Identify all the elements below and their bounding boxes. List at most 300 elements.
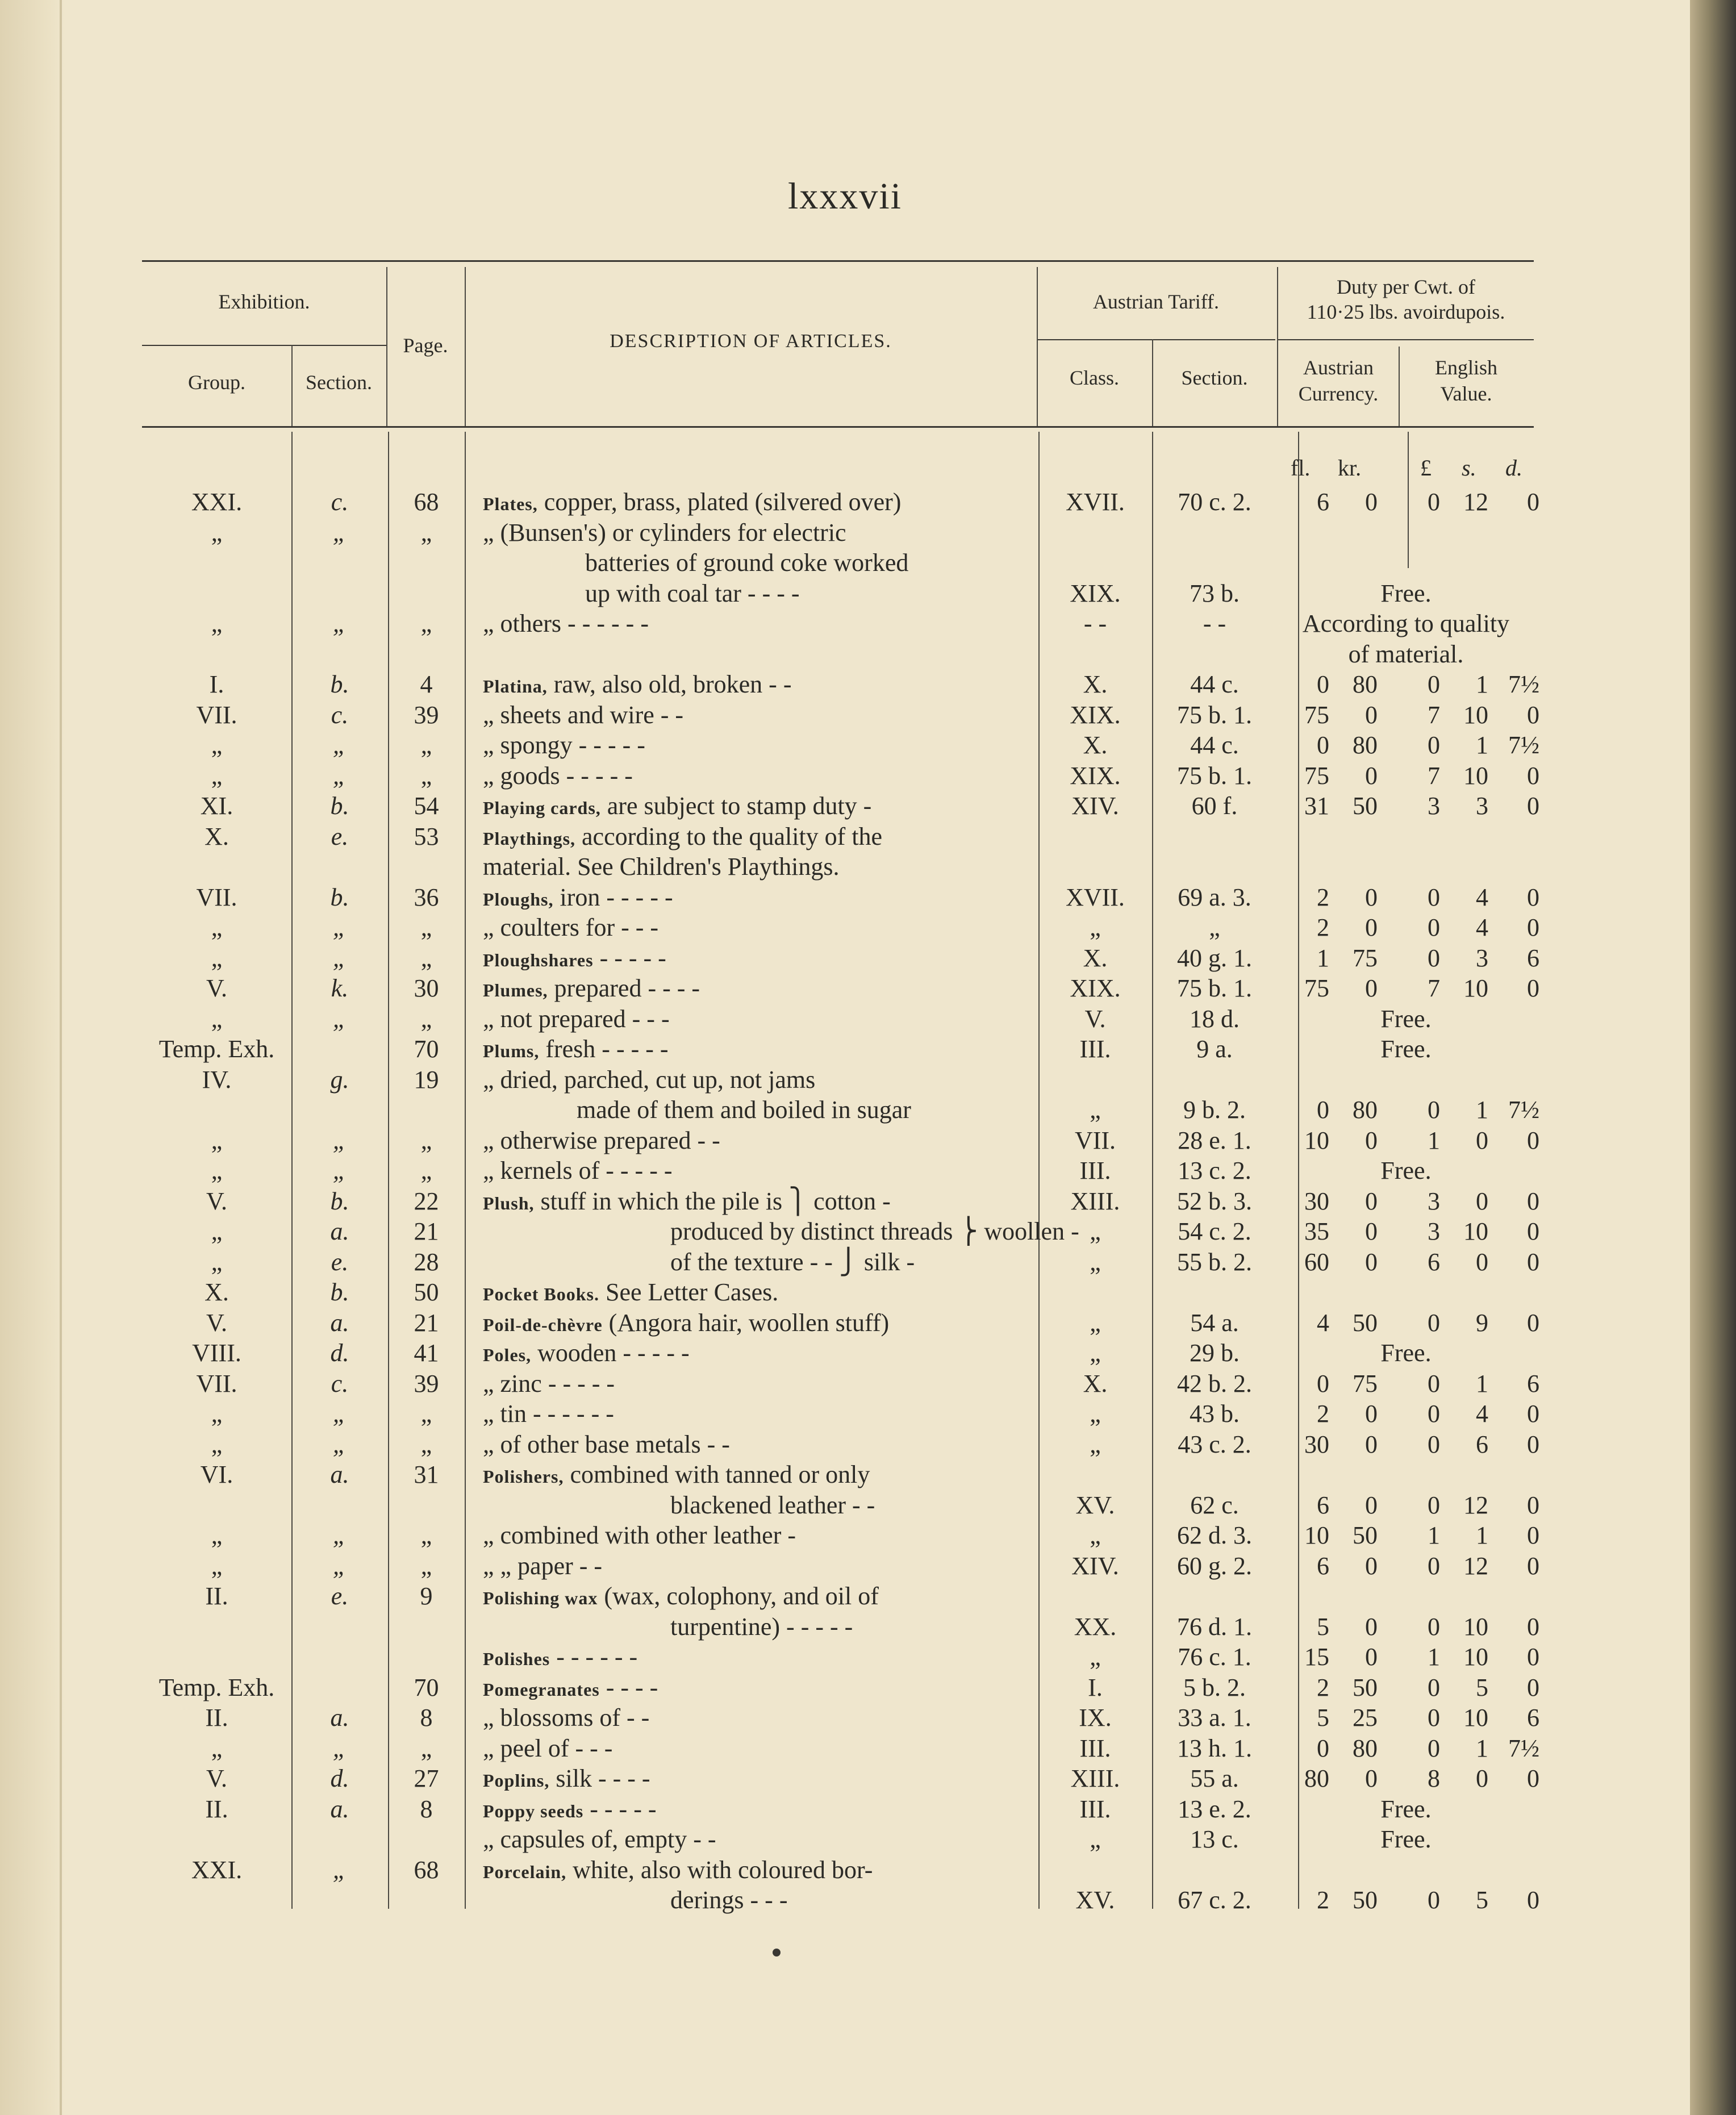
article-name: Poil-de-chèvre <box>483 1314 603 1335</box>
cell-tsec: 75 b. 1. <box>1177 974 1252 1002</box>
article-description: „ kernels of - - - - - <box>483 1157 673 1184</box>
cell-section: e. <box>331 822 349 850</box>
cell-duty: According to quality <box>1302 610 1510 637</box>
cell-l: 0 <box>1428 1551 1440 1580</box>
cell-section: „ <box>332 731 347 759</box>
header-duty-line1: Duty per Cwt. of <box>1337 276 1475 298</box>
cell-section: „ <box>332 1157 347 1184</box>
cell-group: „ <box>211 1430 223 1458</box>
cell-s: 12 <box>1463 1551 1488 1580</box>
article-description: wooden - - - - - <box>537 1339 690 1367</box>
cell-description <box>483 852 840 882</box>
cell-fl: 60 <box>1304 1248 1329 1276</box>
header-english-value-1: English <box>1434 356 1497 379</box>
article-description: derings - - - <box>670 1886 788 1914</box>
cell-description <box>483 609 649 639</box>
cell-page: 28 <box>414 1248 439 1276</box>
cell-group: „ <box>211 731 223 759</box>
cell-page: 68 <box>414 488 439 516</box>
cell-tsec: 13 c. <box>1190 1825 1239 1853</box>
cell-description <box>483 761 633 791</box>
article-name: Plumes, <box>483 980 548 1000</box>
cell-d: 0 <box>1527 1217 1539 1245</box>
cell-cls: VII. <box>1074 1126 1116 1154</box>
cell-section: b. <box>330 1278 349 1306</box>
cell-kr: 0 <box>1365 974 1378 1002</box>
cell-page: 30 <box>414 974 439 1002</box>
cell-description <box>483 1764 650 1795</box>
cell-tsec: 13 e. 2. <box>1178 1795 1251 1823</box>
cell-page: „ <box>420 944 432 972</box>
cell-l: 0 <box>1428 1734 1440 1762</box>
cell-kr: 0 <box>1365 1248 1378 1276</box>
cell-group: VII. <box>196 883 237 911</box>
article-description: „ not prepared - - - <box>483 1004 670 1033</box>
cell-tsec: 75 b. 1. <box>1177 761 1252 790</box>
cell-d: 0 <box>1527 1764 1539 1792</box>
cell-cls: XVII. <box>1066 883 1125 911</box>
article-description: - - - - - <box>590 1795 657 1823</box>
cell-s: 5 <box>1476 1886 1488 1914</box>
cell-cls: XIV. <box>1071 792 1119 820</box>
cell-tsec: - - <box>1203 610 1226 637</box>
cell-tsec: 54 c. 2. <box>1178 1217 1251 1245</box>
cell-fl: 6 <box>1317 1551 1329 1580</box>
cell-description <box>483 1795 657 1826</box>
cell-description <box>483 1673 658 1704</box>
cell-page: 70 <box>414 1673 439 1701</box>
article-description: „ sheets and wire - - <box>483 700 684 729</box>
cell-kr: 0 <box>1365 883 1378 911</box>
cell-l: 1 <box>1428 1126 1440 1154</box>
header-austrian-tariff: Austrian Tariff. <box>1092 290 1220 313</box>
cell-d: 0 <box>1527 1430 1539 1458</box>
article-description: prepared - - - - <box>554 974 700 1002</box>
cell-group: VI. <box>200 1461 233 1488</box>
cell-group: V. <box>206 1308 228 1337</box>
cell-d: 7½ <box>1508 1096 1539 1124</box>
cell-description <box>577 1095 911 1125</box>
cell-fl: 35 <box>1304 1217 1329 1245</box>
cell-d: 7½ <box>1508 731 1539 759</box>
cell-kr: 50 <box>1353 792 1378 820</box>
cell-s: 0 <box>1476 1126 1488 1154</box>
cell-l: 0 <box>1428 731 1440 759</box>
cell-tsec: 44 c. <box>1190 731 1239 759</box>
cell-fl: 15 <box>1304 1643 1329 1671</box>
cell-page: 21 <box>414 1217 439 1245</box>
cell-cls: III. <box>1079 1035 1111 1063</box>
cell-group: „ <box>211 1157 223 1184</box>
cell-description <box>483 1855 873 1887</box>
cell-section: d. <box>330 1339 349 1367</box>
cell-d: 0 <box>1527 883 1539 911</box>
cell-description <box>483 700 683 730</box>
cell-d: 0 <box>1527 1491 1539 1519</box>
article-description: raw, also old, broken - - <box>553 670 792 698</box>
unit-shilling: s. <box>1462 455 1476 481</box>
cell-section: d. <box>330 1764 349 1792</box>
cell-tsec: 42 b. 2. <box>1177 1369 1252 1398</box>
article-description: - - - - <box>606 1673 658 1701</box>
header-section: Section. <box>306 371 372 394</box>
cell-kr: 80 <box>1353 1734 1378 1762</box>
cell-cls: „ <box>1090 913 1101 941</box>
cell-section: „ <box>332 944 347 972</box>
cell-l: 0 <box>1428 1673 1440 1701</box>
article-description: See Letter Cases. <box>606 1278 779 1306</box>
cell-fl: 2 <box>1317 1400 1329 1428</box>
cell-group: VII. <box>196 700 237 729</box>
article-description: „ spongy - - - - - <box>483 731 645 759</box>
cell-l: 7 <box>1428 700 1440 729</box>
cell-page: „ <box>420 1004 432 1033</box>
header-description: DESCRIPTION OF ARTICLES. <box>610 331 892 352</box>
cell-description <box>483 518 846 548</box>
cell-kr: 0 <box>1365 1430 1378 1458</box>
cell-page: 41 <box>414 1339 439 1367</box>
cell-group: V. <box>206 1187 228 1215</box>
cell-cls: „ <box>1090 1825 1101 1853</box>
cell-page: 8 <box>420 1704 433 1732</box>
cell-cls: V. <box>1084 1004 1106 1033</box>
article-name: Ploughs, <box>483 888 554 910</box>
cell-group: „ <box>211 1217 223 1245</box>
cell-s: 4 <box>1476 883 1488 911</box>
cell-description <box>483 974 700 1005</box>
cell-group: X. <box>205 1278 229 1306</box>
article-description: „ peel of - - - <box>483 1734 613 1762</box>
cell-tsec: 62 d. 3. <box>1177 1521 1252 1549</box>
cell-duty: Free. <box>1380 1825 1432 1853</box>
cell-group: „ <box>211 1004 223 1033</box>
cell-description <box>483 1065 815 1095</box>
cell-s: 1 <box>1476 1521 1488 1549</box>
cell-d: 0 <box>1527 1521 1539 1549</box>
cell-page: 21 <box>414 1308 439 1337</box>
cell-fl: 4 <box>1317 1308 1329 1337</box>
cell-section: „ <box>332 1004 347 1033</box>
cell-tsec: 28 e. 1. <box>1178 1126 1251 1154</box>
cell-s: 4 <box>1476 1400 1488 1428</box>
cell-cls: XX. <box>1074 1612 1117 1641</box>
cell-group: V. <box>206 1764 228 1792</box>
article-description: stuff in which the pile is ⎫ cotton - <box>540 1187 891 1215</box>
cell-fl: 2 <box>1317 883 1329 911</box>
cell-l: 7 <box>1428 974 1440 1002</box>
article-description: „ combined with other leather - <box>483 1521 796 1549</box>
cell-cls: XIX. <box>1070 700 1121 729</box>
cell-fl: 1 <box>1317 944 1329 972</box>
cell-section: „ <box>332 610 347 637</box>
cell-cls: III. <box>1079 1157 1111 1184</box>
cell-kr: 0 <box>1365 1643 1378 1671</box>
cell-kr: 0 <box>1365 488 1378 516</box>
cell-s: 1 <box>1476 731 1488 759</box>
cell-d: 7½ <box>1508 670 1539 698</box>
cell-section: „ <box>332 1126 347 1154</box>
cell-group: „ <box>211 610 223 637</box>
cell-description <box>483 822 882 853</box>
cell-cls: I. <box>1088 1673 1103 1701</box>
cell-description <box>670 1491 875 1520</box>
cell-fl: 5 <box>1317 1704 1329 1732</box>
article-description: „ of other base metals - - <box>483 1430 730 1458</box>
article-description: „ (Bunsen's) or cylinders for electric <box>483 518 846 547</box>
cell-l: 0 <box>1428 913 1440 941</box>
cell-group: Temp. Exh. <box>158 1673 275 1701</box>
cell-d: 0 <box>1527 1886 1539 1914</box>
header-group: Group. <box>188 371 245 394</box>
cell-description <box>670 1885 788 1915</box>
cell-s: 9 <box>1476 1308 1488 1337</box>
article-description: combined with tanned or only <box>570 1461 870 1488</box>
cell-s: 1 <box>1476 1096 1488 1124</box>
cell-cls: „ <box>1090 1217 1101 1245</box>
cell-page: 9 <box>420 1582 433 1610</box>
article-description: made of them and boiled in sugar <box>577 1096 911 1124</box>
cell-description <box>483 1734 612 1763</box>
cell-fl: 5 <box>1317 1612 1329 1641</box>
article-description: „ blossoms of - - <box>483 1704 650 1732</box>
book-edge <box>1690 0 1736 2115</box>
unit-pence: d. <box>1505 455 1522 481</box>
article-name: Playing cards, <box>483 798 601 818</box>
cell-cls: „ <box>1090 1339 1101 1367</box>
cell-group: IV. <box>202 1065 232 1094</box>
cell-section: g. <box>330 1065 349 1094</box>
cell-tsec: 55 a. <box>1190 1764 1239 1792</box>
cell-l: 3 <box>1428 1187 1440 1215</box>
cell-group: „ <box>211 1734 223 1762</box>
cell-page: „ <box>420 1400 432 1428</box>
cell-group: „ <box>211 518 223 547</box>
cell-l: 0 <box>1428 670 1440 698</box>
cell-l: 3 <box>1428 792 1440 820</box>
cell-d: 0 <box>1527 700 1539 729</box>
cell-kr: 0 <box>1365 913 1378 941</box>
cell-l: 1 <box>1428 1643 1440 1671</box>
cell-section: b. <box>330 883 349 911</box>
cell-section: a. <box>330 1704 349 1732</box>
cell-tsec: 5 b. 2. <box>1183 1673 1246 1701</box>
cell-d: 0 <box>1527 761 1539 790</box>
cell-cls: X. <box>1083 1369 1108 1398</box>
cell-tsec: 13 c. 2. <box>1178 1157 1251 1184</box>
cell-description <box>483 1278 778 1309</box>
cell-duty: Free. <box>1380 1035 1432 1063</box>
article-name: Poppy seeds <box>483 1800 584 1821</box>
page-gutter <box>0 0 65 2115</box>
cell-description <box>483 1338 690 1370</box>
cell-description <box>585 579 800 608</box>
cell-section: b. <box>330 670 349 698</box>
cell-tsec: 67 c. 2. <box>1178 1886 1251 1914</box>
cell-description <box>670 1217 1079 1246</box>
cell-page: 50 <box>414 1278 439 1306</box>
cell-description <box>585 548 908 578</box>
article-description: turpentine) - - - - - <box>670 1612 853 1641</box>
cell-page: 8 <box>420 1795 433 1823</box>
cell-description <box>483 1156 673 1186</box>
article-description: „ „ paper - - <box>483 1551 603 1580</box>
cell-d: 0 <box>1527 1551 1539 1580</box>
cell-s: 3 <box>1476 944 1488 972</box>
cell-tsec: 70 c. 2. <box>1178 488 1251 516</box>
cell-cls: „ <box>1090 1096 1101 1124</box>
cell-cls: X. <box>1083 944 1108 972</box>
cell-page: „ <box>420 518 432 547</box>
article-description: iron - - - - - <box>560 883 673 911</box>
cell-description <box>483 1369 615 1399</box>
cell-group: XXI. <box>191 488 243 516</box>
cell-kr: 50 <box>1353 1308 1378 1337</box>
cell-d: 0 <box>1527 1126 1539 1154</box>
cell-duty: Free. <box>1380 1157 1432 1184</box>
cell-fl: 0 <box>1317 1096 1329 1124</box>
cell-section: „ <box>332 1400 347 1428</box>
cell-kr: 0 <box>1365 1126 1378 1154</box>
cell-description <box>483 487 901 519</box>
cell-s: 1 <box>1476 670 1488 698</box>
tariff-sub-rule <box>1037 339 1275 340</box>
cell-fl: 75 <box>1304 761 1329 790</box>
cell-page: „ <box>420 913 432 941</box>
cell-group: „ <box>211 1126 223 1154</box>
cell-page: 31 <box>414 1461 439 1488</box>
cell-s: 0 <box>1476 1187 1488 1215</box>
cell-cls: XIX. <box>1070 974 1121 1002</box>
cell-l: 0 <box>1428 883 1440 911</box>
article-description: „ capsules of, empty - - <box>483 1825 716 1853</box>
cell-description <box>483 670 791 701</box>
article-description: „ goods - - - - - <box>483 761 633 790</box>
cell-section: „ <box>332 1521 347 1549</box>
cell-s: 1 <box>1476 1734 1488 1762</box>
cell-d: 0 <box>1527 1673 1539 1701</box>
cell-fl: 0 <box>1317 731 1329 759</box>
cell-description <box>483 1703 649 1733</box>
cell-d: 0 <box>1527 1612 1539 1641</box>
gutter-line <box>60 0 62 2115</box>
article-description: silk - - - - <box>556 1764 650 1792</box>
cell-tsec: 55 b. 2. <box>1177 1248 1252 1276</box>
cell-description <box>483 1551 602 1581</box>
header-bottom-rule <box>142 426 1534 428</box>
header-page: Page. <box>403 334 448 357</box>
cell-l: 0 <box>1428 1704 1440 1732</box>
cell-l: 3 <box>1428 1217 1440 1245</box>
cell-duty: Free. <box>1380 579 1432 607</box>
cell-s: 12 <box>1463 1491 1488 1519</box>
cell-fl: 2 <box>1317 913 1329 941</box>
cell-s: 10 <box>1463 700 1488 729</box>
cell-tsec: 76 c. 1. <box>1178 1643 1251 1671</box>
cell-description <box>483 1521 796 1550</box>
cell-tsec: 60 f. <box>1191 792 1238 820</box>
cell-description <box>483 1430 730 1459</box>
cell-page: „ <box>420 1157 432 1184</box>
cell-page: 70 <box>414 1035 439 1063</box>
cell-description <box>483 1460 870 1491</box>
cell-description <box>483 1642 637 1674</box>
cell-kr: 50 <box>1353 1673 1378 1701</box>
cell-description <box>483 883 673 914</box>
cell-tsec: 62 c. <box>1190 1491 1239 1519</box>
cell-d: 0 <box>1527 1187 1539 1215</box>
cell-description <box>483 944 666 975</box>
cell-duty: Free. <box>1380 1795 1432 1823</box>
cell-fl: 6 <box>1317 488 1329 516</box>
page-mark <box>773 1949 781 1957</box>
cell-tsec: 75 b. 1. <box>1177 700 1252 729</box>
cell-group: II. <box>205 1582 228 1610</box>
cell-group: „ <box>211 1400 223 1428</box>
cell-l: 0 <box>1428 1491 1440 1519</box>
cell-section: e. <box>331 1582 349 1610</box>
cell-s: 10 <box>1463 1612 1488 1641</box>
header-english-value-2: Value. <box>1440 382 1492 405</box>
cell-cls: „ <box>1090 1308 1101 1337</box>
cell-kr: 0 <box>1365 1764 1378 1792</box>
cell-group: „ <box>211 1521 223 1549</box>
cell-cls: „ <box>1090 1248 1101 1276</box>
article-description: of the texture - - ⎭ silk - <box>670 1248 915 1276</box>
cell-page: „ <box>420 731 432 759</box>
cell-group: V. <box>206 974 228 1002</box>
cell-description <box>483 1308 889 1340</box>
article-name: Polishers, <box>483 1466 564 1487</box>
cell-d: 7½ <box>1508 1734 1539 1762</box>
cell-fl: 30 <box>1304 1187 1329 1215</box>
article-description: copper, brass, plated (silvered over) <box>544 488 902 516</box>
cell-s: 3 <box>1476 792 1488 820</box>
cell-s: 10 <box>1463 1643 1488 1671</box>
article-description: (Angora hair, woollen stuff) <box>608 1308 890 1337</box>
cell-description <box>483 1004 670 1034</box>
cell-tsec: 40 g. 1. <box>1177 944 1252 972</box>
cell-section: „ <box>332 518 347 547</box>
cell-description <box>483 1034 669 1066</box>
cell-group: VIII. <box>192 1339 241 1367</box>
cell-tsec: 18 d. <box>1190 1004 1240 1033</box>
article-name: Plates, <box>483 494 538 514</box>
cell-d: 0 <box>1527 488 1539 516</box>
page-number: lxxxvii <box>787 176 902 217</box>
cell-kr: 80 <box>1353 731 1378 759</box>
cell-kr: 0 <box>1365 1551 1378 1580</box>
cell-kr: 80 <box>1353 1096 1378 1124</box>
cell-kr: 0 <box>1365 1612 1378 1641</box>
cell-description <box>483 791 871 823</box>
cell-kr: 50 <box>1353 1521 1378 1549</box>
cell-page: 68 <box>414 1855 439 1884</box>
cell-page: „ <box>420 1521 432 1549</box>
cell-section: „ <box>332 1430 347 1458</box>
article-description: batteries of ground coke worked <box>585 549 909 577</box>
unit-florin: fl. <box>1291 455 1311 481</box>
cell-l: 0 <box>1428 1612 1440 1641</box>
cell-cls: XIX. <box>1070 761 1121 790</box>
duty-sub-rule <box>1278 339 1534 340</box>
cell-cls: IX. <box>1079 1704 1112 1732</box>
article-description: „ zinc - - - - - <box>483 1369 615 1398</box>
cell-group: II. <box>205 1704 228 1732</box>
cell-page: 36 <box>414 883 439 911</box>
cell-cls: III. <box>1079 1734 1111 1762</box>
cell-l: 7 <box>1428 761 1440 790</box>
cell-cls: „ <box>1090 1430 1101 1458</box>
